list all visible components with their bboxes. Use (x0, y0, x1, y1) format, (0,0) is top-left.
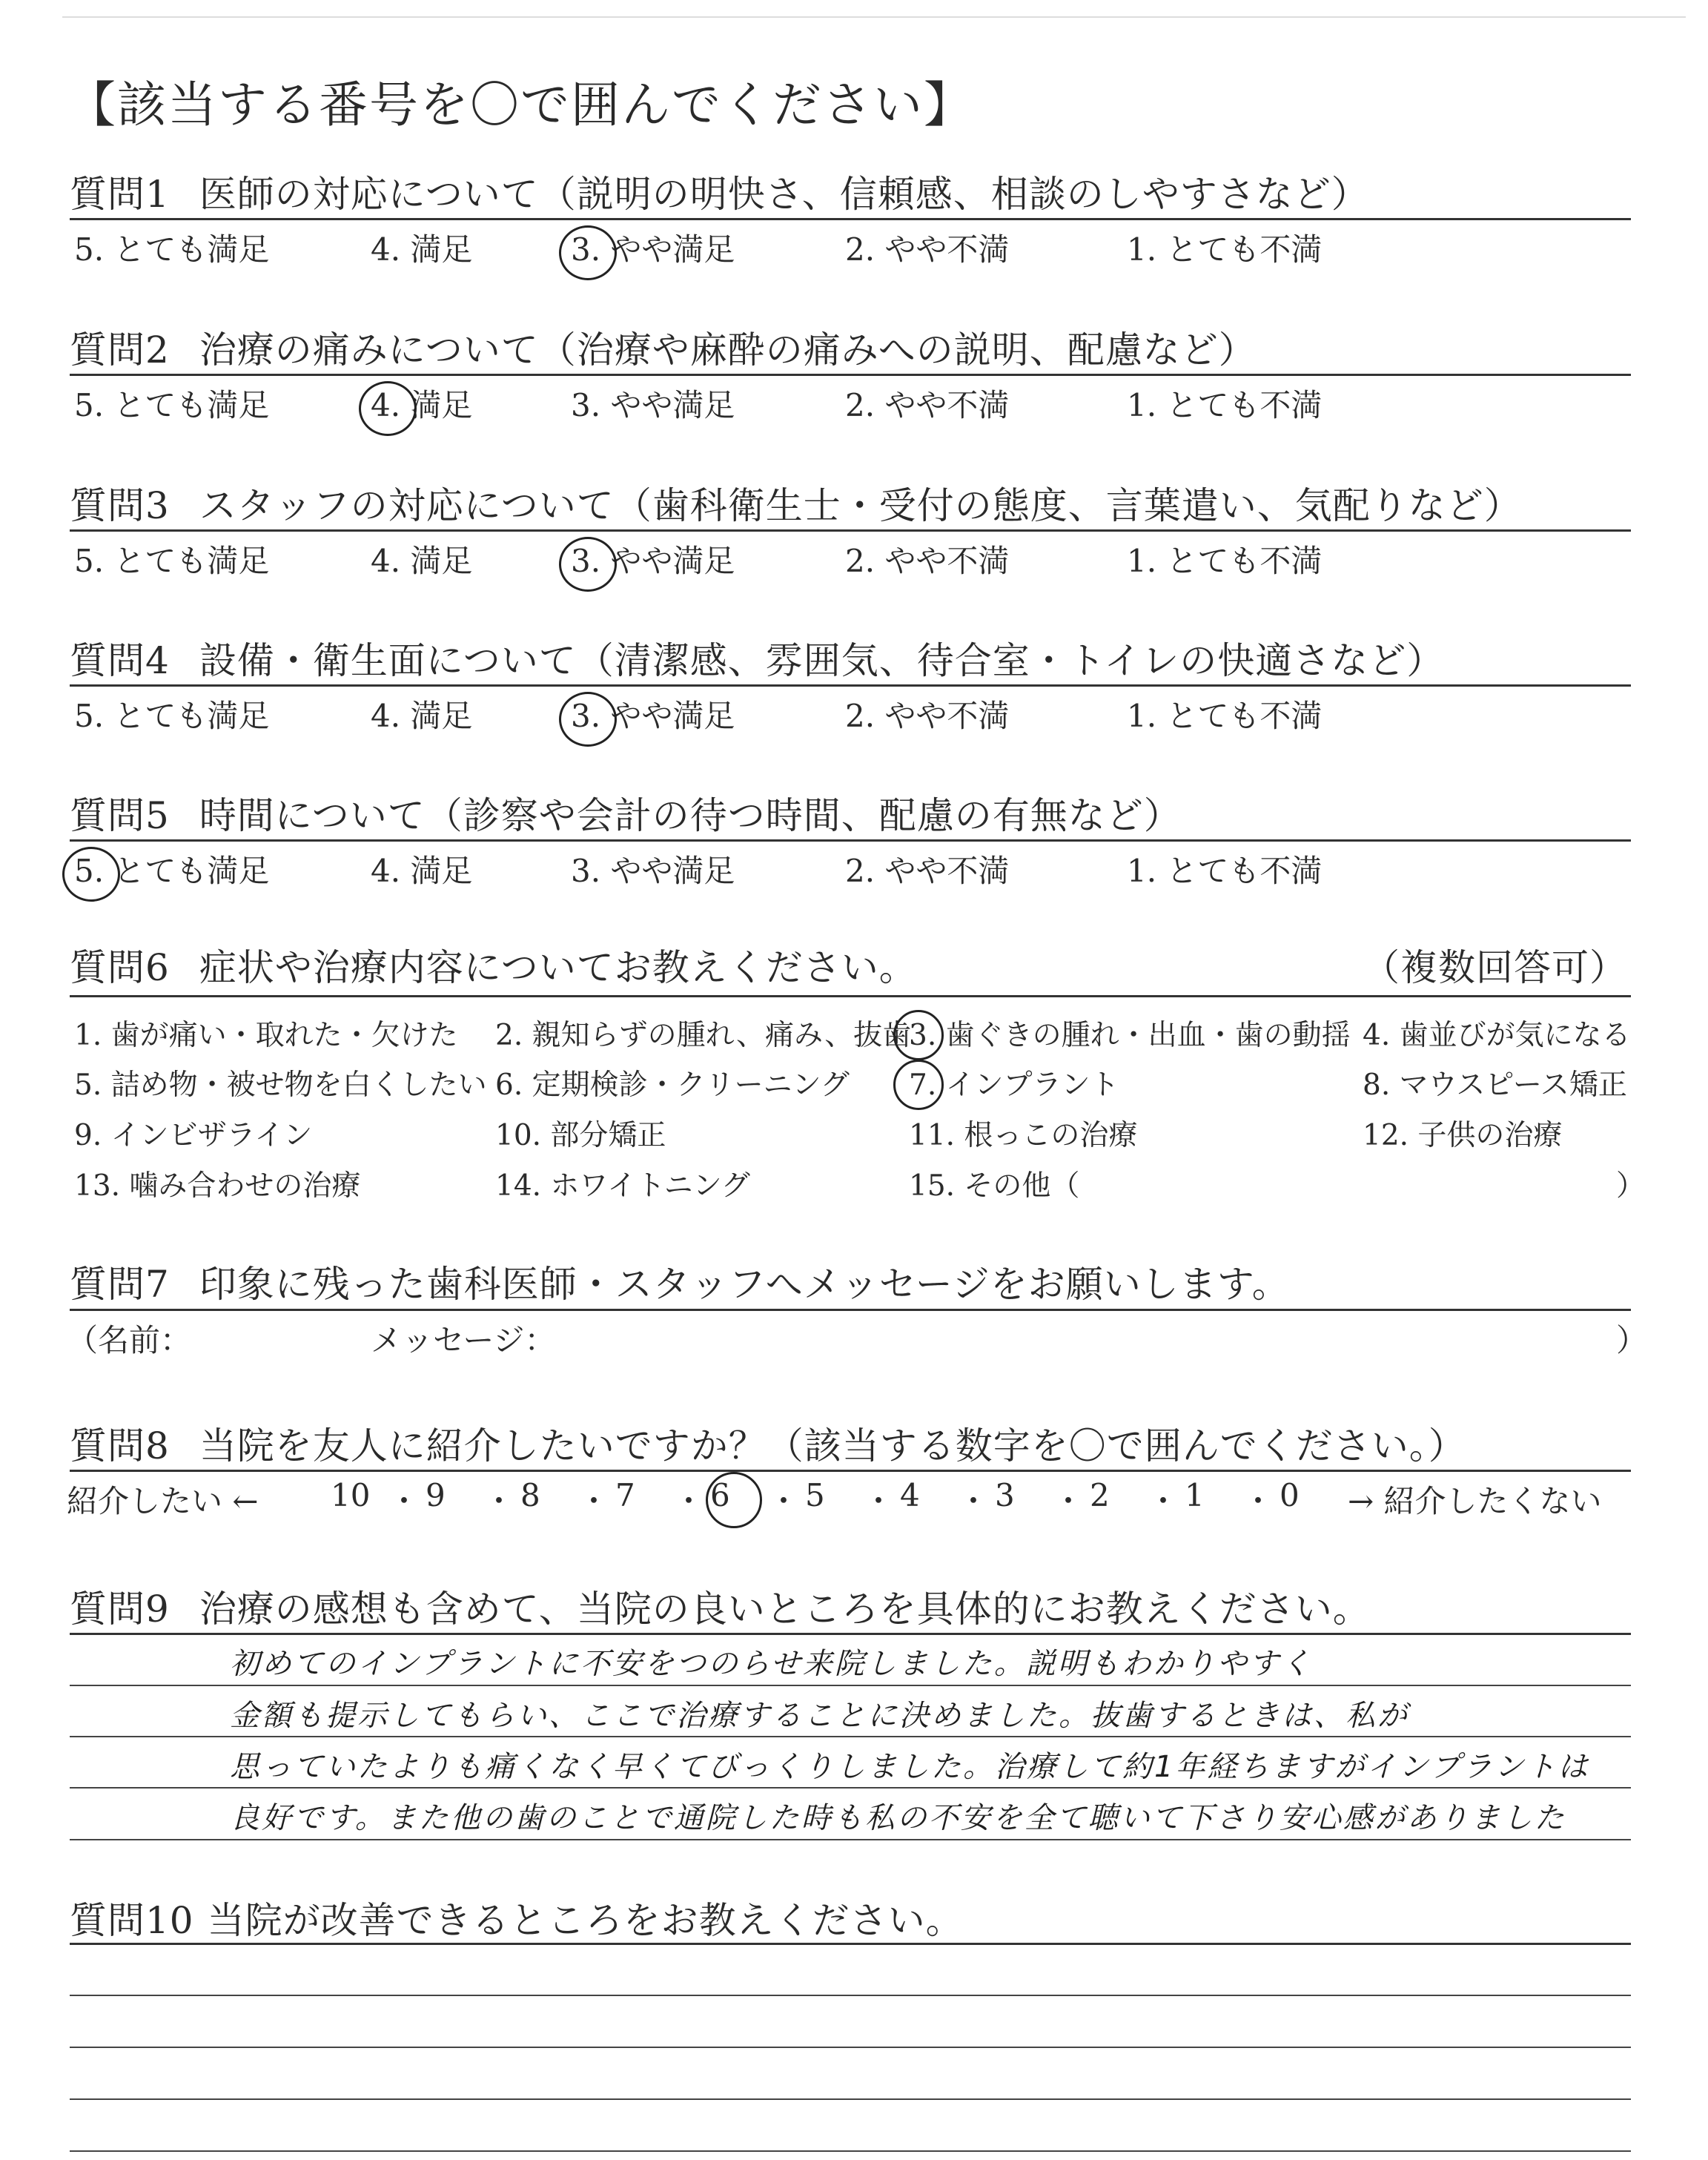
q6-note: （複数回答可） (1363, 946, 1627, 989)
q3-option-2: 2. やや不満 (845, 543, 1010, 579)
q8-dot: ・ (388, 1483, 420, 1519)
q4-label: 質問4 (70, 639, 170, 682)
q8-dot: ・ (1148, 1483, 1179, 1519)
q6-option-15: 15. その他（ (909, 1169, 1080, 1203)
q1-option-3: 3. やや満足 (571, 231, 735, 268)
q1-option-4: 4. 満足 (371, 231, 473, 268)
q9-answer-line-1: 初めてのインプラントに不安をつのらせ来院しました。説明もわかりやすく (230, 1647, 1313, 1681)
q4-rule (70, 684, 1631, 687)
q8-dot: ・ (483, 1483, 515, 1519)
q9-label: 質問9 (70, 1588, 170, 1631)
q1-option-5: 5. とても満足 (74, 231, 270, 268)
q8-text: 当院を友人に紹介したいですか？（該当する数字を〇で囲んでください。） (199, 1424, 1466, 1467)
q8-scale-2: 2 (1090, 1477, 1110, 1513)
q6-option-2: 2. 親知らずの腫れ、痛み、抜歯 (495, 1019, 912, 1052)
q8-dot: ・ (863, 1483, 895, 1519)
q2-option-2: 2. やや不満 (845, 387, 1010, 423)
q2-label: 質問2 (70, 328, 170, 371)
q6-option-11: 11. 根っこの治療 (909, 1119, 1138, 1152)
q4-option-4: 4. 満足 (371, 698, 473, 734)
q8-scale-9: 9 (426, 1477, 446, 1513)
q7-message-label: メッセージ： (371, 1322, 556, 1358)
q8-scale-8: 8 (520, 1477, 540, 1513)
q8-right-label: → 紹介したくない (1348, 1483, 1602, 1519)
q8-dot: ・ (1242, 1483, 1274, 1519)
q8-label: 質問8 (70, 1424, 170, 1467)
q6-circle-3 (893, 1010, 944, 1060)
q2-circle-mark (359, 381, 417, 436)
q5-heading (70, 786, 1182, 839)
q6-option-1: 1. 歯が痛い・取れた・欠けた (74, 1019, 458, 1052)
q3-text: スタッフの対応について（歯科衛生士・受付の態度、言葉遣い、気配りなど） (199, 484, 1522, 527)
q4-text: 設備・衛生面について（清潔感、雰囲気、待合室・トイレの快適さなど） (199, 639, 1445, 682)
q8-dot: ・ (768, 1483, 800, 1519)
q8-scale-1: 1 (1185, 1477, 1205, 1513)
q6-option-4: 4. 歯並びが気になる (1363, 1019, 1631, 1052)
q8-dot: ・ (673, 1483, 705, 1519)
q5-option-5: 5. とても満足 (74, 853, 270, 889)
q5-rule (70, 839, 1631, 842)
q10-rule-2 (70, 2047, 1631, 2048)
q1-option-2: 2. やや不満 (845, 231, 1010, 268)
q10-rule-4 (70, 2150, 1631, 2152)
q10-rule-3 (70, 2098, 1631, 2100)
q6-option-5: 5. 詰め物・被せ物を白くしたい (74, 1069, 487, 1102)
q1-circle-mark (559, 225, 617, 280)
q1-option-1: 1. とても不満 (1127, 231, 1323, 268)
q3-heading (70, 476, 1522, 529)
q8-rule (70, 1470, 1631, 1472)
q6-option-3: 3. 歯ぐきの腫れ・出血・歯の動揺 (909, 1019, 1351, 1052)
q10-rule-1 (70, 1995, 1631, 1996)
q8-circle-6 (706, 1472, 762, 1528)
q4-option-1: 1. とても不満 (1127, 698, 1323, 734)
q7-rule (70, 1309, 1631, 1311)
q8-scale-6: 6 (710, 1477, 730, 1513)
q10-heading (70, 1891, 964, 1944)
q9-answer-line-4: 良好です。また他の歯のことで通院した時も私の不安を全て聴いて下さり安心感がありました (230, 1801, 1566, 1835)
q9-text: 治療の感想も含めて、当院の良いところを具体的にお教えください。 (199, 1588, 1371, 1631)
q9-rule-1 (70, 1685, 1631, 1686)
q9-rule-0 (70, 1633, 1631, 1635)
q8-scale-10: 10 (331, 1477, 371, 1513)
q3-option-1: 1. とても不満 (1127, 543, 1323, 579)
q6-heading (70, 938, 917, 991)
q10-text: 当院が改善できるところをお教えください。 (207, 1899, 964, 1942)
q2-text: 治療の痛みについて（治療や麻酔の痛みへの説明、配慮など） (199, 328, 1257, 371)
q8-dot: ・ (578, 1483, 610, 1519)
q1-text: 医師の対応について（説明の明快さ、信頼感、相談のしやすさなど） (199, 173, 1369, 216)
q5-text: 時間について（診察や会計の待つ時間、配慮の有無など） (199, 794, 1182, 837)
q3-option-3: 3. やや満足 (571, 543, 735, 579)
q8-scale-3: 3 (995, 1477, 1015, 1513)
q6-option-10: 10. 部分矯正 (495, 1119, 666, 1152)
q6-option-14: 14. ホワイトニング (495, 1169, 750, 1203)
q3-label: 質問3 (70, 484, 170, 527)
q9-answer-line-3: 思っていたよりも痛くなく早くてびっくりしました。治療して約1年経ちますがインプラントは (230, 1750, 1590, 1784)
q9-rule-2 (70, 1736, 1631, 1737)
q6-option-8: 8. マウスピース矯正 (1363, 1069, 1627, 1102)
q8-scale-5: 5 (805, 1477, 825, 1513)
q6-option-9: 9. インビザライン (74, 1119, 313, 1152)
q3-circle-mark (559, 537, 617, 592)
q2-heading (70, 320, 1257, 374)
q10-label: 質問10 (70, 1899, 194, 1942)
q6-label: 質問6 (70, 946, 170, 989)
q5-circle-mark (62, 847, 120, 902)
q7-heading (70, 1255, 1290, 1308)
q1-rule (70, 218, 1631, 220)
q6-circle-7 (893, 1060, 944, 1110)
q10-rule-0 (70, 1943, 1631, 1945)
q9-answer-line-2: 金額も提示してもらい、ここで治療することに決めました。抜歯するときは、私が (230, 1699, 1409, 1733)
q7-close: ） (1616, 1322, 1648, 1358)
scan-top-edge (62, 16, 1686, 18)
q5-label: 質問5 (70, 794, 170, 837)
q2-option-1: 1. とても不満 (1127, 387, 1323, 423)
q9-rule-4 (70, 1839, 1631, 1840)
q5-option-4: 4. 満足 (371, 853, 473, 889)
q3-rule (70, 529, 1631, 532)
q6-option-12: 12. 子供の治療 (1363, 1119, 1563, 1152)
q2-rule (70, 374, 1631, 376)
q9-heading (70, 1579, 1371, 1633)
q8-dot: ・ (958, 1483, 990, 1519)
q8-scale-7: 7 (615, 1477, 635, 1513)
q8-dot: ・ (1053, 1483, 1085, 1519)
q4-circle-mark (559, 692, 617, 747)
q1-label: 質問1 (70, 173, 170, 216)
q1-heading (70, 165, 1369, 218)
q3-option-4: 4. 満足 (371, 543, 473, 579)
q4-option-2: 2. やや不満 (845, 698, 1010, 734)
q5-option-3: 3. やや満足 (571, 853, 735, 889)
q6-text: 症状や治療内容についてお教えください。 (199, 946, 917, 989)
q5-option-1: 1. とても不満 (1127, 853, 1323, 889)
q6-option-7: 7. インプラント (909, 1069, 1119, 1102)
q5-option-2: 2. やや不満 (845, 853, 1010, 889)
q6-rule (70, 995, 1631, 997)
q2-option-4: 4. 満足 (371, 387, 473, 423)
q7-label: 質問7 (70, 1263, 170, 1306)
page-title: 【該当する番号を〇で囲んでください】 (67, 76, 974, 133)
q4-heading (70, 631, 1444, 684)
q4-option-3: 3. やや満足 (571, 698, 735, 734)
q6-option-13: 13. 噛み合わせの治療 (74, 1169, 361, 1203)
q4-option-5: 5. とても満足 (74, 698, 270, 734)
q8-scale-0: 0 (1280, 1477, 1300, 1513)
q6-option-16: ） (1616, 1169, 1646, 1203)
q8-heading (70, 1416, 1466, 1470)
q8-scale-4: 4 (900, 1477, 920, 1513)
q2-option-5: 5. とても満足 (74, 387, 270, 423)
q8-left-label: 紹介したい ← (67, 1483, 259, 1519)
q6-option-6: 6. 定期検診・クリーニング (495, 1069, 850, 1102)
q3-option-5: 5. とても満足 (74, 543, 270, 579)
q7-name-label: （名前： (67, 1322, 192, 1358)
q2-option-3: 3. やや満足 (571, 387, 735, 423)
q7-text: 印象に残った歯科医師・スタッフへメッセージをお願いします。 (199, 1263, 1290, 1306)
q9-rule-3 (70, 1787, 1631, 1789)
